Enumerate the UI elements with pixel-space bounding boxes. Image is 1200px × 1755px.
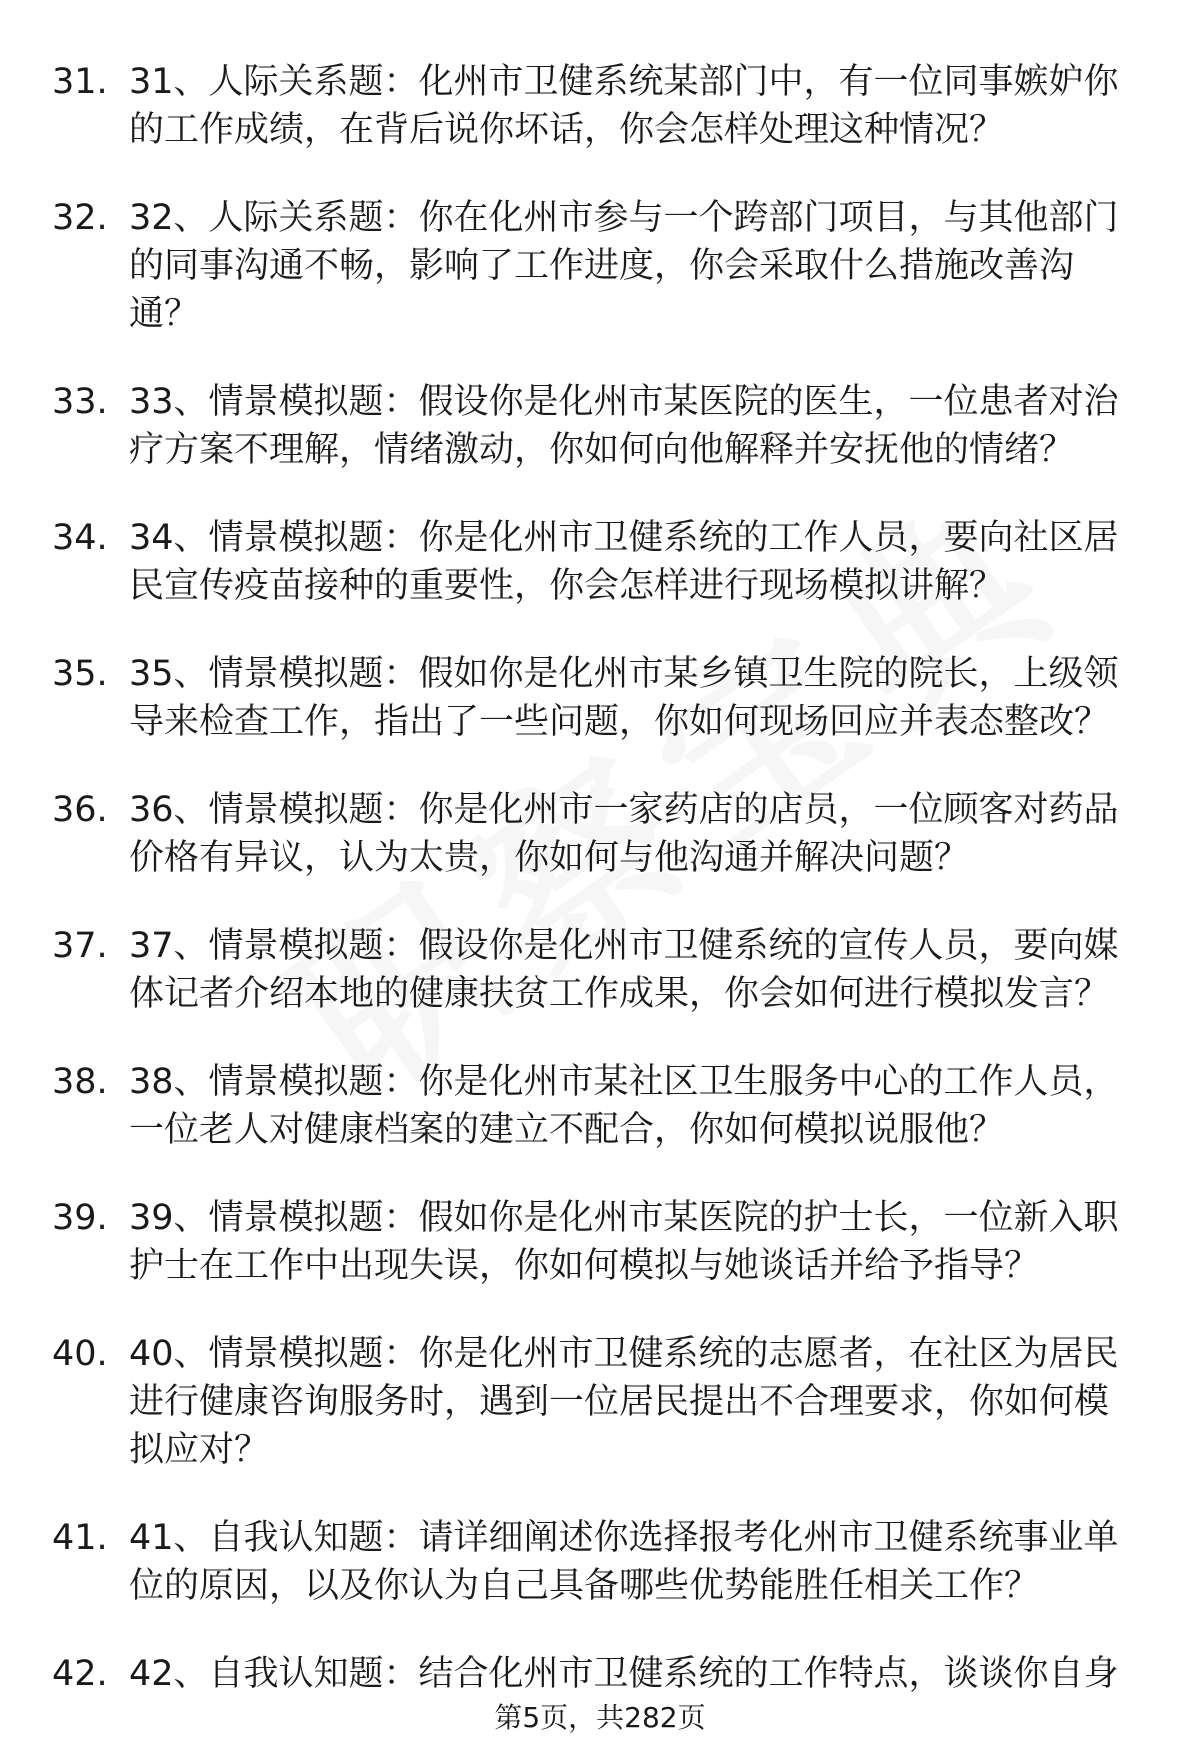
list-item	[0, 1330, 1200, 1474]
item-number: 33.	[52, 382, 108, 422]
item-text: 37、情景模拟题：假设你是化州市卫健系统的宣传人员，要向媒体记者介绍本地的健康扶贫工作成果，你会如何进行模拟发言？	[129, 926, 1119, 1014]
item-text: 39、情景模拟题：假如你是化州市某医院的护士长，一位新入职护士在工作中出现失误，你如何模拟与她谈话并给予指导？	[129, 1198, 1119, 1286]
item-text: 42、自我认知题：结合化州市卫健系统的工作特点，谈谈你自身	[129, 1654, 1119, 1694]
list-item	[0, 650, 1200, 746]
item-text: 34、情景模拟题：你是化州市卫健系统的工作人员，要向社区居民宣传疫苗接种的重要性，你会怎样进行现场模拟讲解？	[129, 518, 1119, 606]
list-item	[0, 1194, 1200, 1290]
item-number: 37.	[52, 926, 108, 966]
page-footer: 第5页，共282页	[494, 1701, 706, 1734]
list-item	[0, 378, 1200, 474]
item-number: 32.	[52, 198, 108, 238]
item-number: 34.	[52, 518, 108, 558]
item-text: 33、情景模拟题：假设你是化州市某医院的医生，一位患者对治疗方案不理解，情绪激动，你如何向他解释并安抚他的情绪？	[129, 382, 1119, 470]
item-text: 32、人际关系题：你在化州市参与一个跨部门项目，与其他部门的同事沟通不畅，影响了工作进度，你会采取什么措施改善沟通？	[129, 198, 1119, 334]
list-item	[0, 514, 1200, 610]
item-number: 42.	[52, 1654, 108, 1694]
list-item	[0, 922, 1200, 1018]
question-list	[0, 58, 1200, 1738]
item-number: 41.	[52, 1518, 108, 1558]
list-item	[0, 1514, 1200, 1610]
item-text: 31、人际关系题：化州市卫健系统某部门中，有一位同事嫉妒你的工作成绩，在背后说你坏话，你会怎样处理这种情况？	[129, 62, 1119, 150]
item-number: 40.	[52, 1334, 108, 1374]
item-number: 36.	[52, 790, 108, 830]
item-text: 41、自我认知题：请详细阐述你选择报考化州市卫健系统事业单位的原因，以及你认为自己具备哪些优势能胜任相关工作？	[129, 1518, 1119, 1606]
item-text: 38、情景模拟题：你是化州市某社区卫生服务中心的工作人员，一位老人对健康档案的建立不配合，你如何模拟说服他？	[129, 1062, 1119, 1150]
item-number: 38.	[52, 1062, 108, 1102]
item-text: 40、情景模拟题：你是化州市卫健系统的志愿者，在社区为居民进行健康咨询服务时，遇到一位居民提出不合理要求，你如何模拟应对？	[129, 1334, 1119, 1470]
list-item	[0, 1650, 1200, 1698]
item-number: 39.	[52, 1198, 108, 1238]
list-item	[0, 194, 1200, 338]
item-text: 36、情景模拟题：你是化州市一家药店的店员，一位顾客对药品价格有异议，认为太贵，你如何与他沟通并解决问题？	[129, 790, 1119, 878]
list-item	[0, 786, 1200, 882]
item-number: 31.	[52, 62, 108, 102]
item-number: 35.	[52, 654, 108, 694]
item-text: 35、情景模拟题：假如你是化州市某乡镇卫生院的院长，上级领导来检查工作，指出了一些问题，你如何现场回应并表态整改？	[129, 654, 1119, 742]
list-item	[0, 1058, 1200, 1154]
list-item	[0, 58, 1200, 154]
